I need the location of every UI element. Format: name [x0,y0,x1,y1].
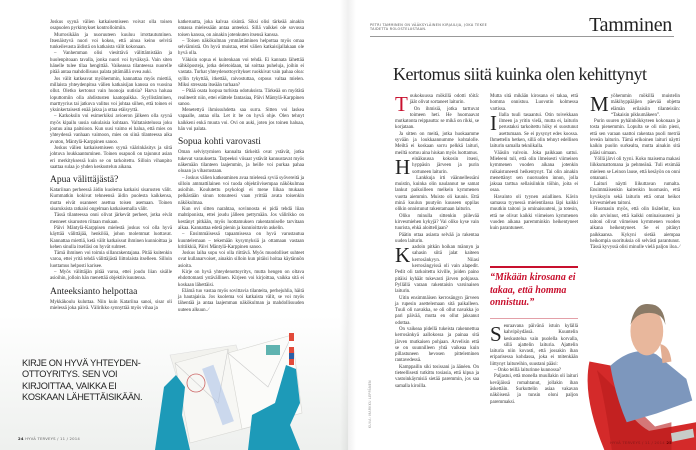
paragraph-text: Menetettyä ihmissuhdetta saa surra. Sitten voi laskea vapaalle, antaa olla. Let it be on hyvä ohje. Olen tehnyt kaikkeni enkä muuta voi. Ovi on auki, joten jos toinen haluaa, hän voi palata. [178,108,304,133]
paragraph [395,296,479,327]
paragraph [50,270,172,283]
paragraph [590,94,680,119]
postage-stamp [266,345,280,355]
paragraph [178,150,304,175]
drop-cap: H [395,154,411,179]
paragraph [395,327,479,365]
paragraph [395,132,479,157]
paragraph-text: Katariinan perheessä äidin kuolema katkaisi sisarusten välit. Kummatkin kokivat tehneensä äidin puolesta kaikkensa, mutta eivät osanneet asettua toisen asemaan. Toinen sisaruksista ratkaisi ongelman katkaisemalla välit. [50,188,172,213]
paragraph-text: Ja sitten on meitä, jotka huokaamme syvään ja loukkaannumme kohtalolle. Meiltä ei koskaan sorru pelkkä laituri, meiltä sortuu aina hiukan myös luottamus. [395,131,479,156]
paragraph [395,245,479,295]
right-column-3 [590,94,680,251]
paragraph-text: – Toisen näkökulman ymmärtäminen helpottaa myös omaa selviämistä. On hyvä muistaa, ettei välien katkaisijallakaan ole hyvä olla. [178,38,304,57]
right-column-2b [490,324,578,406]
paragraph [590,207,680,251]
paragraph-text: Väkisin sopua ei kuitenkaan voi tehdä. Ei kannata lähettää sähköposteja, jotka deletoidaan, tai soittaa puheluja, joihin ei vastata. Turhat yhteydenottoyritykset ruokkivat vain pahaa oloa: syllin tykyttää, itkettää, raivostuttaa, orpous valtaa mielen. Miksi stressata itseään turhaan? [178,57,304,88]
paragraph [178,39,304,58]
paragraph-text: Laituri näytti liikuttavan rumalta. Ensimmäisenkin kaitenkin huomasin, että hyväksyin sekä laiturin että omat heikot kirvesmiehen taitoni. [590,182,680,207]
page-number: 24 [18,436,24,441]
pull-quote: “Mikään kirosana ei takaa, että homma onnistuu.” [490,272,576,308]
paragraph-text: aadoin pitkän hoikan männyn ja sahasin siitä jalat kaiteen kerrosänkyyn. Niiasi kerrosängyissä oli vain alapedit. Pedit oli tarkoitettu kiville, joiden paino pitäisi kyhäät tukevasti järven pohjassa. Pyllällä varaan rakentaisin varsinaisen laiturin. [395,245,479,295]
quote-rule-bottom [490,318,578,319]
paragraph-text: Kamppailin siki tosissani ja äänéen. On tieteellisesti tutkittu tosiasia, että kipua ja vastoinkäymisiä sietää paremmin, jos saa samalla kiroilla. [395,364,479,389]
drop-cap: M [590,92,609,116]
paragraph [178,176,304,207]
paragraph-text: Tässä tilanteessa onni olivat järkevät perheet, jotka eivät menneet sisarusten riitaan mukaan. [50,213,172,225]
paragraph-text: einäkuussa kokosin itseni, hyppäsin järveen ja purin sortuneen laiturin. [412,156,479,175]
paragraph-text: Joskus syynä välien katkaisemiseen voivat olla toisen osapuolen pyrkimykset kontrolloimiin. [50,20,172,32]
paragraph [50,300,172,313]
paragraph [178,108,304,133]
left-column-1 [50,20,172,312]
paragraph-text: – Pitää osata luopua turhista odotuksista. Tärkeää on myötätä realiteetit niin, ettei elättele fantasiaa, Päivi Mäntylä-Karppinen sanoo. [178,89,304,107]
paragraph [395,365,479,390]
paragraph-text: Mutta sitä mikään kirosana ei takaa, että homma onnistuu. Luovutin kolmessa vartissa. [490,94,578,112]
paragraph [178,232,304,251]
paragraph-text: Kirje on hyvä yhteydenottoyritys, mutta hengen on oltava ehdottomasti ystävällinen. Kirjeen voi kirjoittaa, vaikka sitä ei koskaan lähettäisi. [178,269,304,288]
paragraph-text: Elämä tuo vastaa myös sovittavia tilanteita, perhejuhlia, häitä ja hautajaisia. Jos kuolema voi katkaista välit, se voi myös lähentää ja antaa laajemman näkökulman ja mahdollisuuden uuteen alkuun. ⁄ [178,288,304,313]
paragraph-text: On vaikeaa pidellä tukeista rakennettua kerrosänkyä aallokossa ja painaa sitä järven mutkaisen pohjaan. Arvelisin että se on suunnilleen yhtä vaikeaa kuin pillastuneen hevosen pitteleminen rantavedessä. [395,326,479,364]
paragraph [178,289,304,314]
paragraph-text: Tämä ihminen voi toimia sillanrakentajana. Pitää kuitenkin varoa, ettei yritä tehdä välittäjästä liittolaista itselleen. Silloin luottamus helposti karisee. [50,251,172,269]
paragraph [50,77,172,115]
paragraph-text: Huomasin myös, että olin lisätellut, kun olin arvioinut, että kaikki ominaisuuteni ja taitoni olivat viimeisen kymmenen vuoden aikana heikentyneet. Se ei pitänyt paikkaansa. Kykyni sietää aiempaa heikompia suorituksia oli selvästi parantunut. Tässä kyvyssä olisi minulle vielä paljon iloa. ⁄ [590,207,680,251]
paragraph [490,374,578,405]
paragraph-text: On ihmisiä, jotka tarttuvat toimeen heti. He huomaavat mutkatonta reippautta: se mikä on rikki, se korjataan. [395,106,479,131]
article-title: Kertomus siitä kuinka olen kehittynyt [393,64,647,84]
drop-cap: K [395,243,411,268]
paragraph [490,324,578,368]
checked-shirt [610,351,692,422]
paragraph [50,226,172,251]
paragraph-text: Yöllä järvi oli tyyni. Koko maisema makasi liikkumattomana ja pehmeänä. Tuli etsimää mieleen se Leinon lause, että kesäyön on onni omanani. [590,156,680,181]
paragraph-text: Uitin ensimmäisen kerrosängyn järveen ja rupesin asettelemaan sitä paikalleen. Tuuli oli navakka, se oli ollut navakka jo pari päivää, mutta en ollut jaksanut odottaa. [395,295,479,326]
author-photo [582,292,696,450]
drop-cap: T [395,92,408,116]
paragraph [50,146,172,171]
section-title: Tamminen [589,14,672,36]
paragraph [490,94,578,113]
paragraph [395,233,479,246]
author-byline: PETRI TAMMINEN ON VÄÄKSYLÄINEN KIRJAILIJA, JOKA TEKEE TAIDETTA ROLOSTELUSTAAN. [370,23,488,32]
paragraph [178,89,304,108]
drop-cap: I [490,110,497,135]
pull-quote-left: KIRJE ON HYVÄ YHTEYDEN-OTTOYRITYS. SEN VOI KIRJOITTAA, VAIKKA EI KOSKAAN LÄHETTÄISIKÄÄN. [22,358,143,403]
paragraph-text: Mykkäkoulu kuluttaa. Niin kuin Katariina sanoi, sisar oli mielessä joka päivä. Välirikko synnyttää myös vihaa ja [50,299,172,311]
paragraph [590,182,680,207]
paragraph [395,154,479,179]
paragraph-text: – Vanhemman olisi viesittävä välittämistään ja huolenpitoaan tavalla, jonka nuori voi hyväksyä. Vain siten hänelle tulee tilaa hengittää. Vaikeassa tilanteessa nuorelle pitää antaa mahdollisuus palata pitämällä ovea auki. [50,51,172,76]
paragraph-text: Havainto oli tyynen asiallinen. Kävin samassa tyynessä mielentilassa läpi kaikki muutkin taitoni ja ominaisuuteni, ja totesin, että ne olivat kaikki viimeisen kymmenen vuoden aikana paremminkin heikentyneet kuin parantuneet. [490,194,578,232]
subheading: Sopua kohti varovasti [178,137,261,148]
airmail-stripe [289,333,294,365]
drop-cap: S [490,322,502,346]
magazine-issue: HYVÄ TERVEYS / 11 / 2014 [25,436,80,441]
paragraph [590,157,680,182]
paragraph [50,251,172,270]
magazine-issue: HYVÄ TERVEYS / 11 / 2014 [610,440,665,445]
paragraph [178,20,304,39]
paragraph-text: – Katkoksiin voi esimerkiksi avioeron jälkeen olla syynä myös kipailu uusia sukulaisia kohtaan. Valtataistelussa joku joutuu aina paitsioon. Kun uusi vaimo ei halua, että mies on yhteydessä vanhaan vaimoon, mies on siinä tilanteessa aika avuton, Mäntylä-Karppinen sanoo. [50,114,172,145]
paragraph [590,119,680,157]
paragraph [490,195,578,233]
paragraph-text: Kun ovi sitten narahtaa, sovinnosta ei pidä tehdä liian mahtiponista, ettei joudu jälleen pettymään. Jos välirikko on kestänyt pitkään, myös luottamuksen rakentamiselle tarvitaan aikaa. Kannattaa edetä pienin ja kunnioittavin askelin. [178,207,304,231]
paragraph [178,270,304,289]
paragraph [50,188,172,213]
paragraph-text: – Ensimmäisessä tapaamisessa on hyvä varustautua kuuntelemaan – tekemään kysymyksiä ja ottamaan vastaan kritiikkiä, Päivi Mäntylä-Karppinen sanoo. [178,232,304,250]
paragraph-text: Jos välit katkeavat myöhemmin, kannattaa myös miettiä, millaista yhteydenpitoa välien katkaisijan kanssa on vuosina ollut. Oletko kertonut vain huonoja uutisia? Harva haluaa loputtomiin olla ahdistusten kaatopaikka. Syyllistäminen, marttyyrius tai jatkuva valitus voi johtaa siihen, että toinen ei yksinkertaisesti enää jaksa ja ottaa etäisyyttä. [50,76,172,114]
paragraph [50,33,172,52]
left-column-2 [178,20,304,314]
paragraph [50,114,172,145]
paragraph-text: oukokuussa mökillä odotti töitä: jäät olivat sortaneet laiturin. [409,94,479,106]
paragraph [490,110,578,151]
paragraph-text: – Myös välittäjän pitää varoa, ettei joudu liian sisälle asioihin, jolloin hän menettää objektiivisuutensa. [50,269,172,282]
paragraph [50,51,172,76]
paragraph-text: Päivi Mäntylä-Karppisen mielestä joskus voi olla hyvä käyttää välittäjää, henkilöä, johon molemmat luottavat. Kannattaa miettiä, ketä välit katkaissut ihminen kunnioittaa ja kehen sinulla itselläsi on hyvät suhteet. [50,225,172,250]
paragraph-text: yöhemmin mökillä muistelin mäkihyppääjien päevää objetta elämän erilaisiin tilanteisiin: “Takaisin pikkumäkeen”. [610,94,680,118]
right-column-2 [490,94,578,233]
header-rule [370,36,674,37]
paragraph-text: euraavana päivänä istuin kylällä kahvipöydässä. Kuuntelin keskustelua vain puolella korvalla, sillä ajattelin laituria. Ajattelin laituria niin kovasti, että jossakin ihan eriparisessa kohdassa, joka ei mitenkään liittynyt laitureihin, suustani pääsi: [490,324,578,367]
paragraph-text: Joskus välien katkaisemiseen syynä väärinkäsitys ja siitä johtuva loukkaantuminen. Toinen osapuoli on tajunnut asian eri merkityksessä kuin se on tarkoitettu. Silloin vihanpito saattaa sulaa jo yhden keskustelun aikana. [50,145,172,170]
paragraph [178,207,304,232]
paragraph-text: Joskus laiha sopu voi olla riittävä. Myös muodolliset suhteet ovat kullanarvoiset, ainakin silloin kun pitäisi hoitaa käytännön asioita. [178,251,304,269]
paragraph-text: Oliko minulla sittenkin piilevää kirvesmiehen kykyjä? Vai oliko kyse vain tuurista, ehkä aloittelijaan? [395,213,479,232]
paragraph-text: Oman selviytymisen kannalta tärkeitä ovat ystävät, jotka tukevat varauksetta. Tarpeeksi viisaat ystävät kannustavat myös näkemään tilanteen laajemmin, ja heille voi purkaa pahaa oloaan ja vihastustaan. [178,150,304,175]
subheading: Anteeksianto helpottaa [50,286,138,297]
paragraph [490,151,578,195]
quote-rule-top [490,266,578,268]
paragraph-text: Päätin ottaa asiasta selvää ja rakentaa uuden laiturin. [395,232,479,244]
paragraph-text: – Onko teillä laiturinne kunnossa? [494,368,562,374]
paragraph [178,251,304,270]
photo-credit: KUVA: MARKKU LEPPÄNEN [368,380,372,428]
paragraph-text: – Joskus välien katkeaminen avaa mielessä syviä syövereitä ja silloin ammattilainen voi tuoda objektiivisempaa näkökulmaa asioihin. Koulutettu psykologi ei mene liikaa mukaan pelkästään sinun totuuteesi vaan yrittää avata toisenkin näkökulmaa. [178,175,304,206]
right-page [348,0,696,450]
paragraph-text: Vääsiin valvoin. Joka paikkaan sattui. Mieleeni tuli, että olin ilmeisesti viimeisen kymmenen vuoden aikana jotenkin ruikaistuneesti heikentynyt. Tai olin ainakin menettänyt sen nuoruuden innon, jolla jaksaa tarttua sellaisiinkin töihin, joita ei osaa. [490,150,578,194]
subheading: Apua välittäjästä? [50,175,119,186]
page-footer-left [18,436,80,441]
paragraph [178,58,304,89]
paragraph-text: Lankkuja irti väännellessäni muistin, kuinka olin naulannut ne samat lankut paikoilleen melkein kymmenen vuotta aiemmin. Muisto oli kaunis. Että minä kuulun puutyön kuuseen oppilas olikin onnistunut rakentamaan laiturin. [395,175,479,213]
paragraph [395,214,479,233]
paragraph [395,92,479,116]
page-number: 25 [666,440,672,445]
paragraph [395,176,479,214]
paragraph [50,20,172,33]
paragraph-text: Murrosikään ja nuoruuteen kuuluu irrottautuminen. Itsenäistyvä nuori voi kokea, että ainoa keino selvitä tunkeilevasta äidistä on katkaista välit kokonaan. [50,32,172,51]
page-footer-right [610,440,672,445]
paragraph [50,213,172,226]
paragraph-text: katkeruutta, joka kalvaa sisintä. Siksi olisi tärkeää ainakin omassa mielessään antaa anteeksi. Sillä vaikkei ole sovussa toisen kanssa, on ainakin jotenkuten itsensä kanssa. [178,20,304,38]
paragraph-text: Paljastui, että monella muullakin oli laituri keväjäissä romahtanut, jollakin ihan äskettäin. Surkuttelin asiaa vakavan näköisenä ja tunsin oloni paljon paremmaksi. [490,374,578,405]
paragraph-text: llalla tuuli tasaantui. Otin toivekkaan ilmeen ja yritin vielä, mutta ei, laiturin perustaksi tarkoitettu höky ei suostunut asettumaan. Se ei pysynyt edes koossa. Ihmettelin hetken, sillä olin tehnyt edellisen laiturin samalla tekniikalla. [490,112,578,150]
paragraph-text: Purin suuren pyhäinhökkyteen kokonaan ja tosta pienemmin. Lopulta se oli niin pieni, että sen varaan saattoi rakentaa puoli metriä leveän laiturin. Tämä erikoinen laituri näytti kaikin puolin surkealta, mutta ainakin sitä pääsi uimaan. [590,119,680,156]
right-column-1 [395,94,479,390]
